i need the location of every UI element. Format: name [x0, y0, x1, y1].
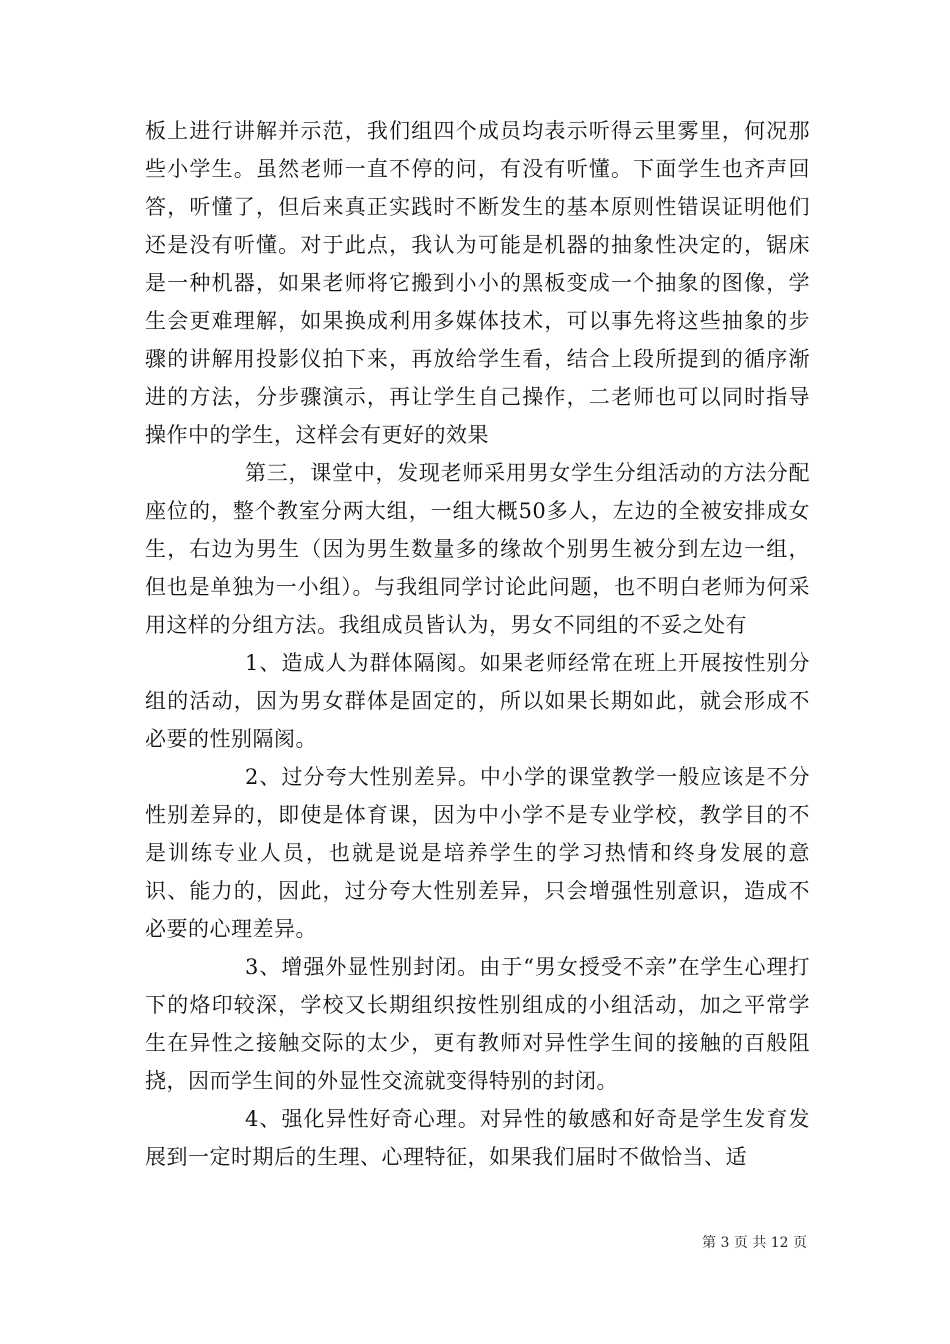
document-body: [145, 112, 810, 1176]
paragraph-continuation: 板上进行讲解并示范，我们组四个成员均表示听得云里雾里，何况那些小学生。虽然老师一直不停的问，有没有听懂。下面学生也齐声回答，听懂了，但后来真正实践时不断发生的基本原则性错误证明他们还是没有听懂。对于此点，我认为可能是机器的抽象性决定的，锯床是一种机器，如果老师将它搬到小小的黑板变成一个抽象的图像，学生会更难理解，如果换成利用多媒体技术，可以事先将这些抽象的步骤的讲解用投影仪拍下来，再放给学生看，结合上段所提到的循序渐进的方法，分步骤演示，再让学生自己操作，二老师也可以同时指导操作中的学生，这样会有更好的效果: [145, 119, 810, 447]
paragraph-item-2: 2、过分夸大性别差异。中小学的课堂教学一般应该是不分性别差异的，即使是体育课，因为中小学不是专业学校，教学目的不是训练专业人员，也就是说是培养学生的学习热情和终身发展的意识、能力的，因此，过分夸大性别差异，只会增强性别意识，造成不必要的心理差异。: [145, 765, 810, 941]
paragraph-item-4: 4、强化异性好奇心理。对异性的敏感和好奇是学生发育发展到一定时期后的生理、心理特征，如果我们届时不做恰当、适: [145, 1107, 810, 1169]
page-number-footer: 第 3 页 共 12 页: [702, 1235, 807, 1251]
paragraph-item-3: 3、增强外显性别封闭。由于“男女授受不亲”在学生心理打下的烙印较深，学校又长期组织按性别组成的小组活动，加之平常学生在异性之接触交际的太少，更有教师对异性学生间的接触的百般阻挠，因而学生间的外显性交流就变得特别的封闭。: [145, 955, 810, 1093]
paragraph-third-point: 第三，课堂中，发现老师采用男女学生分组活动的方法分配座位的，整个教室分两大组，一组大概50多人，左边的全被安排成女生，右边为男生（因为男生数量多的缘故个别男生被分到左边一组，但也是单独为一小组）。与我组同学讨论此问题，也不明白老师为何采用这样的分组方法。我组成员皆认为，男女不同组的不妥之处有: [145, 461, 810, 637]
paragraph-item-1: 1、造成人为群体隔阂。如果老师经常在班上开展按性别分组的活动，因为男女群体是固定的，所以如果长期如此，就会形成不必要的性别隔阂。: [145, 651, 810, 751]
